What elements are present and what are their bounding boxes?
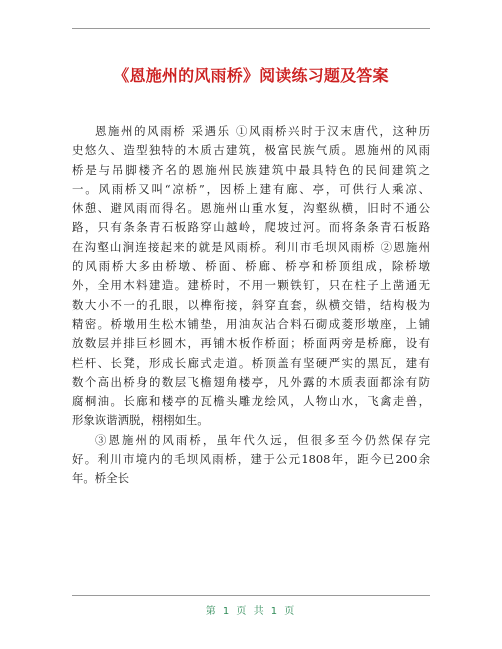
paragraph-line-7: 在沟壑山涧连接起来的就是风雨桥。利川市毛坝风雨桥 ②恩施州 [72,239,430,254]
paragraph-line-17: ③恩施州的风雨桥，虽年代久远，但很多至今仍然保存完 [95,432,430,447]
article-body [72,122,430,489]
paragraph-line-6: 路，只有条条青石板路穿山越岭，爬坡过河。而将条条青石板路 [72,220,430,235]
paragraph-line-15: 腐桐油。长廊和楼亭的瓦檐头雕龙绘风，人物山水，飞禽走兽， [72,394,430,409]
paragraph-line-19: 年。桥全长 [72,471,129,486]
paragraph-line-2: 史悠久、造型独特的木质古建筑，极富民族气质。恩施州的风雨 [72,143,430,158]
paragraph-line-3: 桥是与吊脚楼齐名的恩施州民族建筑中最具特色的民间建筑之 [72,162,430,177]
paragraph-line-11: 精密。桥墩用生松木铺垫，用油灰沾合料石砌成菱形墩座，上铺 [72,316,430,331]
paragraph-line-14: 数个高出桥身的数层飞檐翅角楼亭，凡外露的木质表面都涂有防 [72,374,430,389]
paragraph-line-13: 栏杆、长凳，形成长廊式走道。桥顶盖有坚硬严实的黑瓦，建有 [72,355,430,370]
paragraph-line-12: 放数层并排巨杉圆木，再铺木板作桥面；桥面两旁是桥廊，设有 [72,336,430,351]
paragraph-line-10: 数大小不一的孔眼，以榫衔接，斜穿直套，纵横交错，结构极为 [72,297,430,312]
paragraph-line-5: 休憩、避风雨而得名。恩施州山重水复，沟壑纵横，旧时不通公 [72,201,430,216]
paragraph-line-8: 的风雨桥大多由桥墩、桥面、桥廊、桥亭和桥顶组成，除桥墩 [72,259,430,274]
paragraph-line-1: 恩施州的风雨桥 采遇乐 ①风雨桥兴时于汉末唐代，这种历 [95,124,430,138]
paragraph-line-16: 形象诙谐洒脱，栩栩如生。 [72,413,209,428]
footer-rule [72,595,430,596]
paragraph-line-18: 好。利川市境内的毛坝风雨桥，建于公元1808年，距今已200余 [72,452,430,467]
paragraph-line-9: 外，全用木料建造。建桥时，不用一颗铁钉，只在柱子上凿通无 [72,278,430,293]
document-title: 《恩施州的风雨桥》阅读练习题及答案 [113,66,389,85]
page-footer: 第 1 页 共 1 页 [205,606,297,617]
header-rule [72,28,430,29]
paragraph-line-4: 一。风雨桥又叫“凉桥”，因桥上建有廊、亭，可供行人乘凉、 [72,181,430,196]
